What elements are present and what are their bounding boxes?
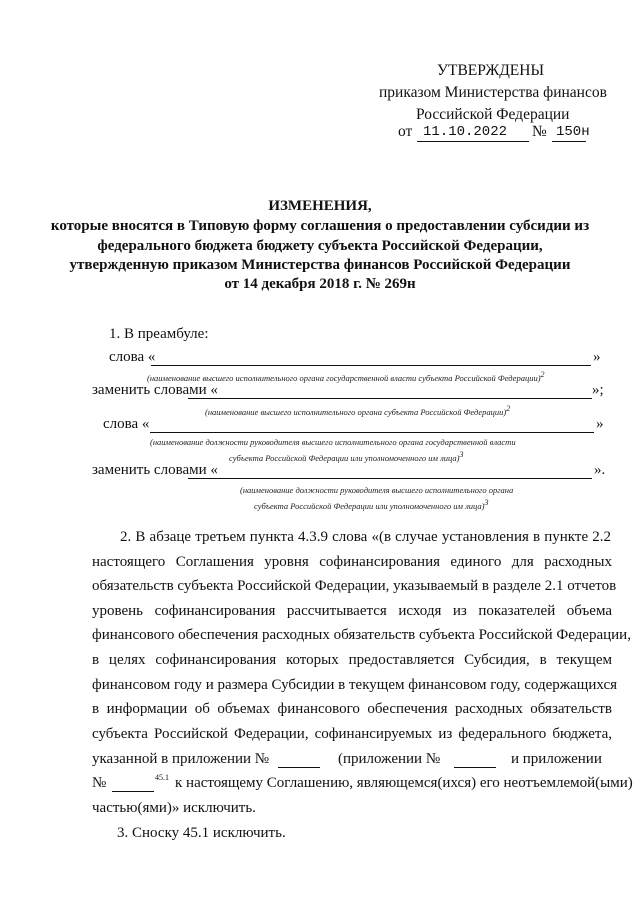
approval-date: 11.10.2022 [423, 124, 508, 140]
fill-line-2 [188, 398, 592, 399]
section2-line10b: (приложении № [338, 751, 441, 767]
section2-line10a: указанной в приложении № [92, 751, 270, 767]
doc-subtitle-line4: от 14 декабря 2018 г. № 269н [224, 276, 416, 292]
section2-line9: субъекта Российской Федерации, софинансируемых из федерального бюджета, [92, 726, 612, 742]
approval-line1: приказом Министерства финансов [379, 84, 607, 101]
approval-heading: УТВЕРЖДЕНЫ [437, 62, 544, 79]
doc-subtitle-line1: которые вносятся в Типовую форму соглашения о предоставлении субсидии из [50, 218, 590, 234]
approval-number: 150н [556, 124, 590, 140]
approval-number-label: № [532, 123, 547, 140]
section2-line6: в целях софинансирования которых предоставляется Субсидия, в текущем [92, 652, 612, 668]
section2-line11a: № [92, 775, 107, 791]
hint-2: (наименование высшего исполнительного органа субъекта Российской Федерации)$^2$ [205, 404, 511, 417]
section2-line11b: к настоящему Соглашению, являющемся(ихся) его неотъемлемой(ыми) [175, 775, 633, 791]
words-label-2: слова « [103, 416, 150, 432]
replace-label-2: заменить словами « [92, 462, 218, 478]
doc-subtitle-line2: федерального бюджета бюджету субъекта Российской Федерации, [97, 238, 543, 254]
section2-line12: частью(ями)» исключить. [92, 800, 256, 816]
hint-4b: субъекта Российской Федерации или уполномоченного им лица)$^3$ [254, 498, 489, 511]
footnote-ref: 45.1 [155, 773, 169, 782]
close-semicolon: »; [592, 382, 604, 398]
section2-line7: финансовом году и размера Субсидии в текущем финансовом году, содержащихся [92, 677, 618, 693]
section2-line10c: и приложении [511, 751, 602, 767]
close-quote-2: » [596, 416, 604, 432]
words-label-1: слова « [109, 349, 156, 365]
section3-text: 3. Сноску 45.1 исключить. [117, 825, 286, 841]
approval-from-label: от [398, 123, 413, 140]
section2-line2: настоящего Соглашения уровня софинансирования единого для расходных [92, 554, 612, 570]
section2-line1: 2. В абзаце третьем пункта 4.3.9 слова «(в случае установления в пункте 2.2 [120, 529, 611, 545]
hint-1: (наименование высшего исполнительного органа государственной власти субъекта Российской Федерации)$^2$ [147, 370, 545, 383]
hint-4a: (наименование должности руководителя высшего исполнительного органа [240, 485, 514, 495]
close-quote-1: » [593, 349, 601, 365]
fill-line-1 [151, 365, 591, 366]
section1-intro: 1. В преамбуле: [109, 326, 209, 342]
date-underline [417, 141, 529, 142]
number-underline [552, 141, 586, 142]
blank-3 [112, 791, 154, 792]
hint-3b: субъекта Российской Федерации или уполномоченного им лица)$^3$ [229, 450, 464, 463]
fill-line-3 [150, 432, 594, 433]
blank-2 [454, 767, 496, 768]
fill-line-4 [188, 478, 592, 479]
approval-line2: Российской Федерации [416, 106, 570, 123]
section2-line8: в информации об объемах финансового обеспечения расходных обязательств [92, 701, 612, 717]
doc-title: ИЗМЕНЕНИЯ, [268, 198, 372, 214]
section2-line4: уровень софинансирования рассчитывается исходя из показателей объема [92, 603, 612, 619]
replace-label-1: заменить словами « [92, 382, 218, 398]
section2-line3: обязательств субъекта Российской Федерации, указываемый в разделе 2.1 отчетов [92, 578, 617, 594]
section2-line5: финансового обеспечения расходных обязательств субъекта Российской Федерации, [92, 627, 631, 643]
blank-1 [278, 767, 320, 768]
close-period: ». [594, 462, 606, 478]
doc-subtitle-line3: утвержденную приказом Министерства финансов Российской Федерации [69, 257, 571, 273]
hint-3a: (наименование должности руководителя высшего исполнительного органа государственной власти [150, 437, 516, 447]
